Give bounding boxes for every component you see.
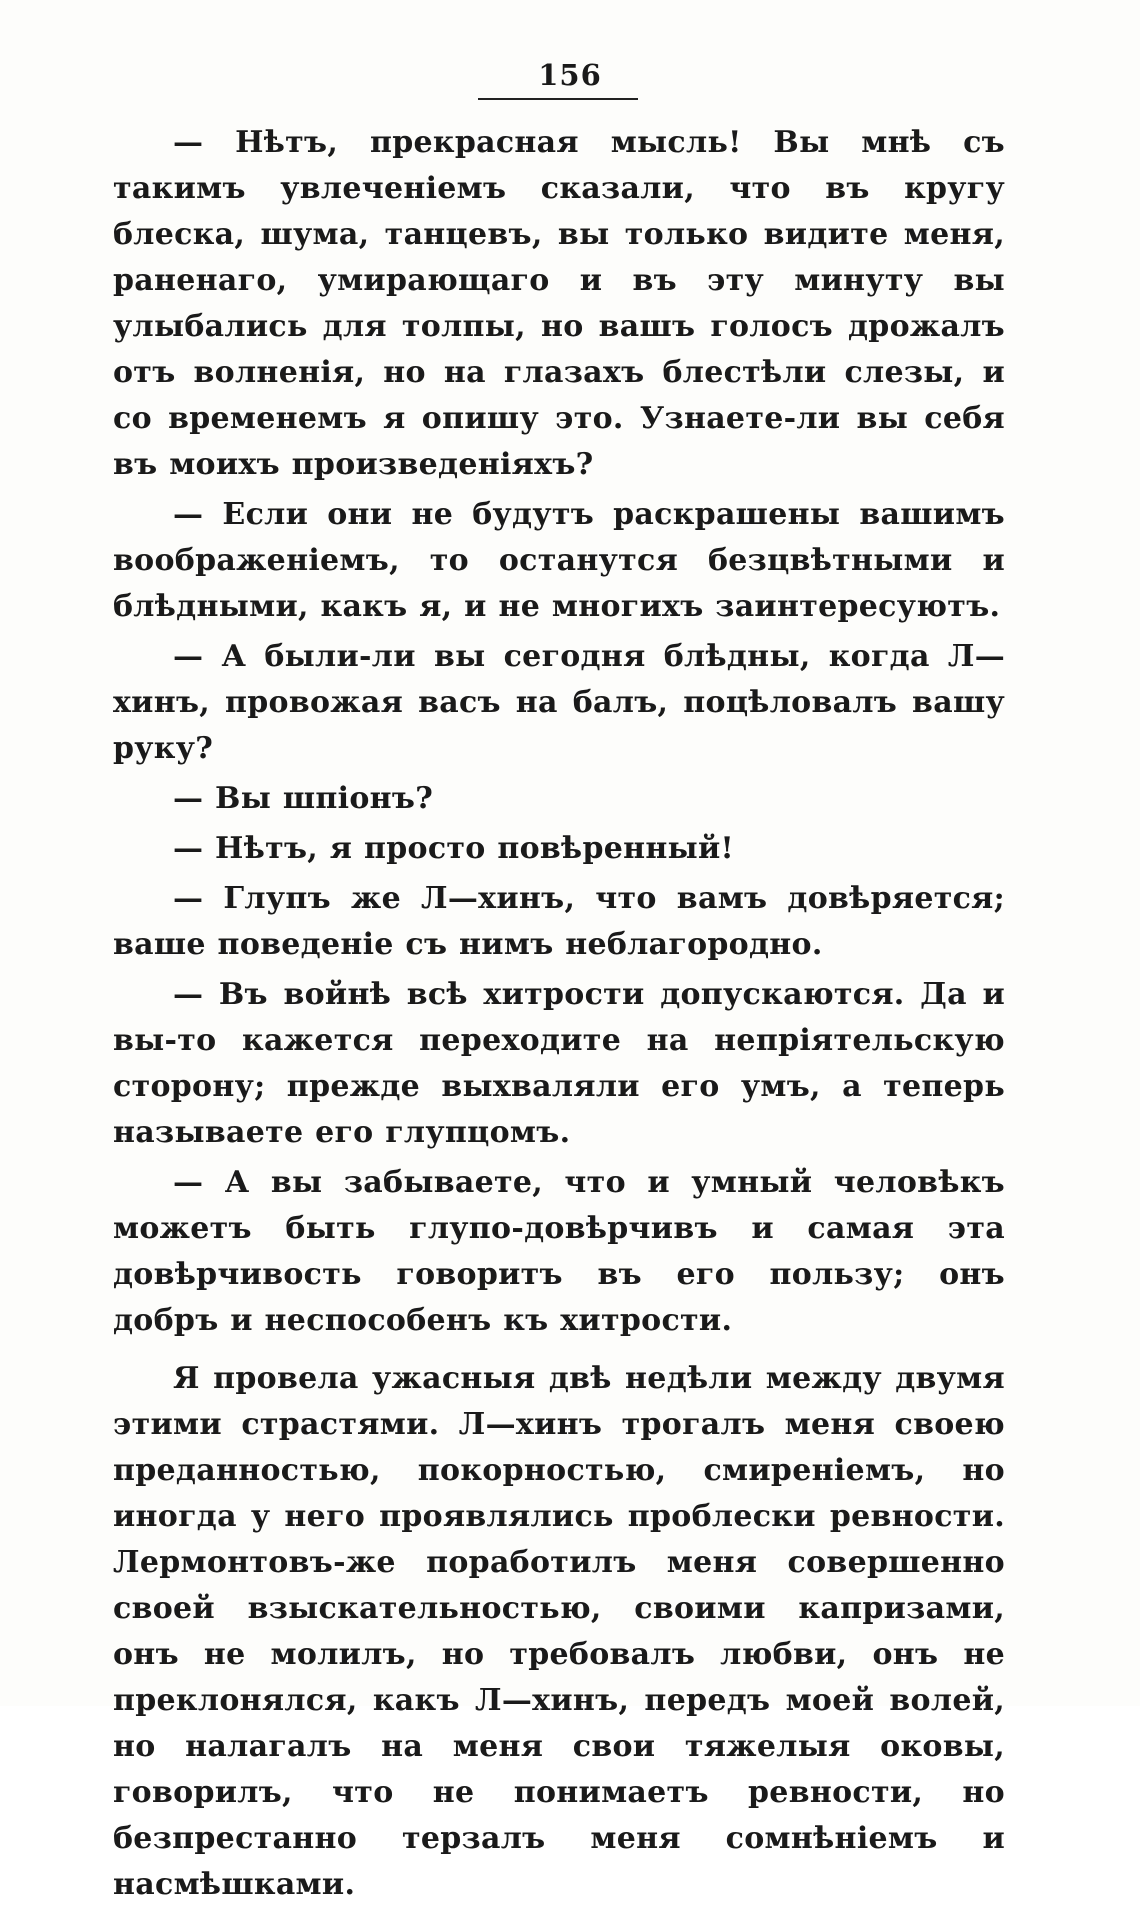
paragraph-4: — Вы шпіонъ? (173, 781, 434, 816)
page-number: 156 (538, 58, 602, 92)
paragraph-9: Я провела ужасныя двѣ недѣли между двумя этими страстями. Л—хинъ трогалъ меня своею преданностью, покорностью, смиреніемъ, но иногда у него проявлялись проблески ревности. Лермонтовъ-же поработилъ меня совершенно своей взыскательностью, своими капризами, онъ не молилъ, но требовалъ любви, онъ не преклонялся, какъ Л—хинъ, передъ моей волей, но налагалъ на меня свои тяжелыя оковы, говорилъ, что не понимаетъ ревности, но безпрестанно терзалъ меня сомнѣніемъ и насмѣшками. (113, 1361, 1005, 1902)
paragraph-3: — А были-ли вы сегодня блѣдны, когда Л—хинъ, провожая васъ на балъ, поцѣловалъ вашу руку? (113, 639, 1005, 766)
page-text (113, 120, 1005, 1908)
paragraph-7: — Въ войнѣ всѣ хитрости допускаются. Да и вы-то кажется переходите на непріятельскую сторону; прежде выхваляли его умъ, а теперь называете его глупцомъ. (113, 977, 1005, 1150)
page-number-underline (478, 98, 638, 100)
paragraph-5: — Нѣтъ, я просто повѣренный! (173, 831, 735, 866)
paragraph-8: — А вы забываете, что и умный человѣкъ можетъ быть глупо-довѣрчивъ и самая эта довѣрчивость говоритъ въ его пользу; онъ добръ и неспособенъ къ хитрости. (113, 1165, 1005, 1338)
paragraph-2: — Если они не будутъ раскрашены вашимъ воображеніемъ, то останутся безцвѣтными и блѣдными, какъ я, и не многихъ заинтересуютъ. (113, 497, 1005, 624)
paragraph-1: — Нѣтъ, прекрасная мысль! Вы мнѣ съ такимъ увлеченіемъ сказали, что въ кругу блеска, шума, танцевъ, вы только видите меня, раненаго, умирающаго и въ эту минуту вы улыбались для толпы, но вашъ голосъ дрожалъ отъ волненія, но на глазахъ блестѣли слезы, и со временемъ я опишу это. Узнаете-ли вы себя въ моихъ произведеніяхъ? (113, 125, 1005, 482)
paragraph-6: — Глупъ же Л—хинъ, что вамъ довѣряется; ваше поведеніе съ нимъ неблагородно. (113, 881, 1005, 962)
